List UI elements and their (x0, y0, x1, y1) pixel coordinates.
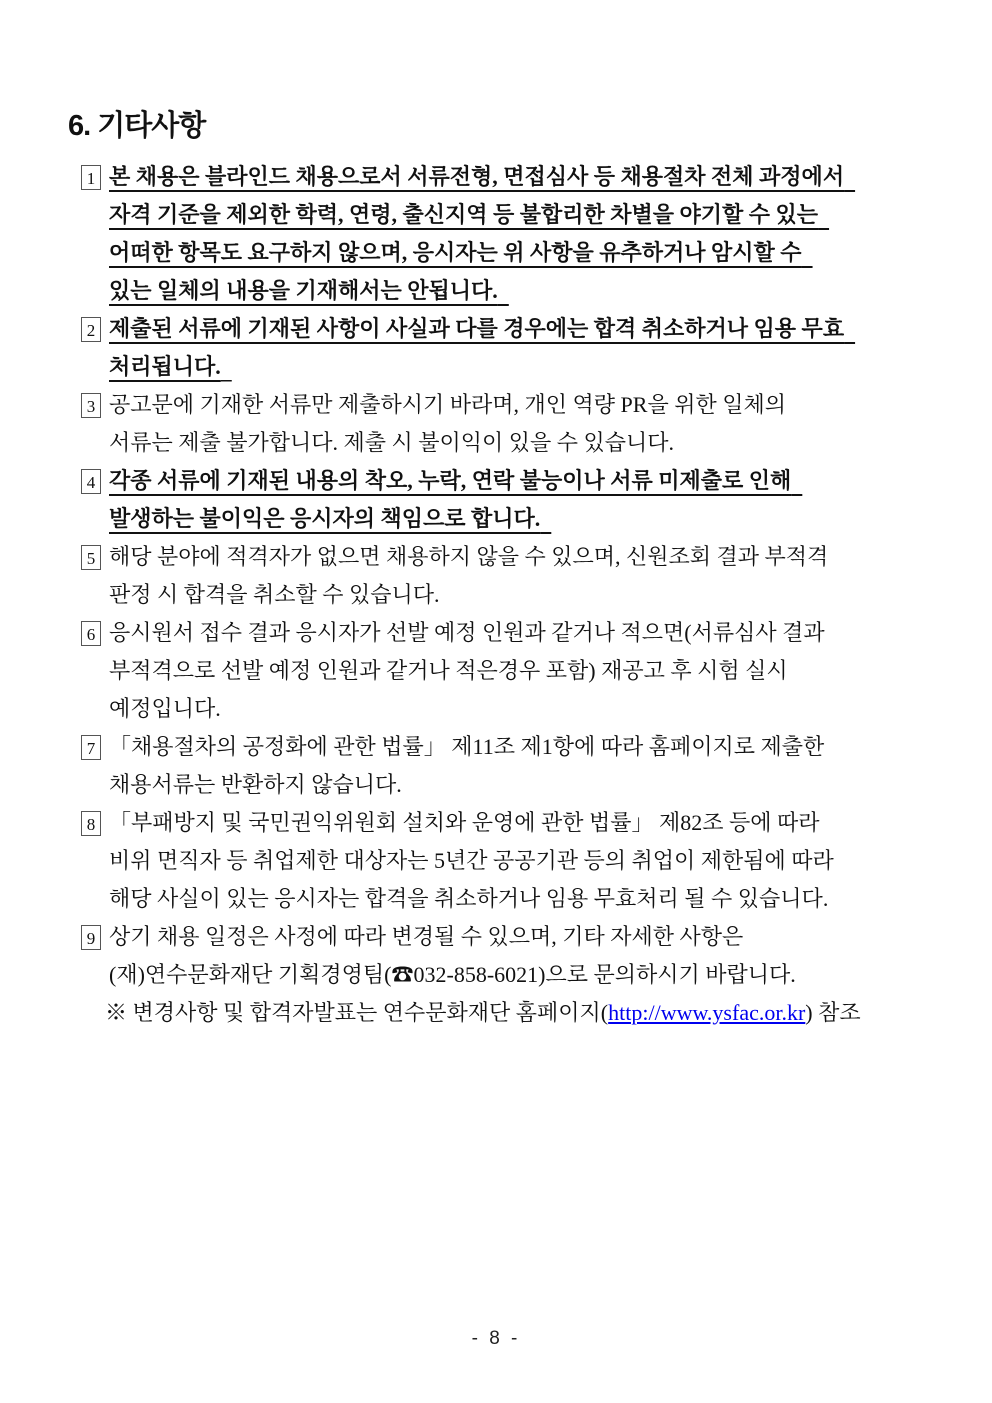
item-text-5 (109, 538, 936, 614)
item-number-box-5: 5 (81, 545, 101, 570)
item-number-box-6: 6 (81, 621, 101, 646)
item-5-line-2: 판정 시 합격을 취소할 수 있습니다. (109, 582, 440, 607)
list-item-9 (81, 918, 936, 994)
item-8-line-3: 해당 사실이 있는 응시자는 합격을 취소하거나 임용 무효처리 될 수 있습니다. (109, 886, 829, 911)
item-number-box-1: 1 (81, 165, 101, 190)
item-text-1 (109, 158, 936, 310)
reference-mark: ※ (105, 1000, 128, 1025)
section-title: 6. 기타사항 (68, 110, 206, 142)
item-1-line-4: 있는 일체의 내용을 기재해서는 안됩니다. (109, 278, 498, 303)
item-text-9 (109, 918, 936, 994)
item-8-line-2: 비위 면직자 등 취업제한 대상자는 5년간 공공기관 등의 취업이 제한됨에 따라 (109, 848, 834, 873)
item-number-box-2: 2 (81, 317, 101, 342)
reference-note (105, 994, 936, 1032)
item-3-line-2: 서류는 제출 불가합니다. 제출 시 불이익이 있을 수 있습니다. (109, 430, 675, 455)
list-item-3 (81, 386, 936, 462)
note-text-prefix: 변경사항 및 합격자발표는 연수문화재단 홈페이지( (127, 1000, 609, 1025)
list-item-2 (81, 310, 936, 386)
item-text-7 (109, 728, 936, 804)
item-1-line-2: 자격 기준을 제외한 학력, 연령, 출신지역 등 불합리한 차별을 야기할 수 있는 (109, 202, 819, 227)
list-item-8 (81, 804, 936, 918)
item-list (68, 158, 936, 1032)
item-7-line-2: 채용서류는 반환하지 않습니다. (109, 772, 402, 797)
list-item-7 (81, 728, 936, 804)
item-7-line-1: 「채용절차의 공정화에 관한 법률」 제11조 제1항에 따라 홈페이지로 제출한 (109, 734, 825, 759)
item-text-8 (109, 804, 936, 918)
list-item-5 (81, 538, 936, 614)
item-number-box-7: 7 (81, 735, 101, 760)
item-text-2 (109, 310, 936, 386)
item-6-line-2: 부적격으로 선발 예정 인원과 같거나 적은경우 포함) 재공고 후 시험 실시 (109, 658, 788, 683)
item-number-box-3: 3 (81, 393, 101, 418)
item-6-line-3: 예정입니다. (109, 696, 221, 721)
item-8-line-1: 「부패방지 및 국민권익위원회 설치와 운영에 관한 법률」 제82조 등에 따라 (109, 810, 820, 835)
note-text-suffix: ) 참조 (805, 1000, 861, 1025)
list-item-4 (81, 462, 936, 538)
item-number-box-4: 4 (81, 469, 101, 494)
item-9-line-2: (재)연수문화재단 기획경영팀(☎032-858-6021)으로 문의하시기 바랍니다. (109, 962, 796, 987)
item-4-line-2: 발생하는 불이익은 응시자의 책임으로 합니다. (109, 506, 541, 531)
item-1-line-1: 본 채용은 블라인드 채용으로서 서류전형, 면접심사 등 채용절차 전체 과정에서 (109, 164, 845, 189)
item-4-line-1: 각종 서류에 기재된 내용의 착오, 누락, 연락 불능이나 서류 미제출로 인해 (109, 468, 792, 493)
item-2-line-1: 제출된 서류에 기재된 사항이 사실과 다를 경우에는 합격 취소하거나 임용 무효 (109, 316, 845, 341)
item-text-4 (109, 462, 936, 538)
item-text-3 (109, 386, 936, 462)
list-item-6 (81, 614, 936, 728)
item-6-line-1: 응시원서 접수 결과 응시자가 선발 예정 인원과 같거나 적으면(서류심사 결과 (109, 620, 825, 645)
item-3-line-1: 공고문에 기재한 서류만 제출하시기 바라며, 개인 역량 PR을 위한 일체의 (109, 392, 786, 417)
item-9-line-1: 상기 채용 일정은 사정에 따라 변경될 수 있으며, 기타 자세한 사항은 (109, 924, 744, 949)
item-text-6 (109, 614, 936, 728)
page-number: - 8 - (471, 1328, 521, 1349)
homepage-link[interactable]: http://www.ysfac.or.kr (608, 1000, 806, 1025)
item-number-box-9: 9 (81, 925, 101, 950)
item-1-line-3: 어떠한 항목도 요구하지 않으며, 응시자는 위 사항을 유추하거나 암시할 수 (109, 240, 802, 265)
item-number-box-8: 8 (81, 811, 101, 836)
item-5-line-1: 해당 분야에 적격자가 없으면 채용하지 않을 수 있으며, 신원조회 결과 부적격 (109, 544, 829, 569)
item-2-line-2: 처리됩니다. (109, 354, 221, 379)
list-item-1 (81, 158, 936, 310)
